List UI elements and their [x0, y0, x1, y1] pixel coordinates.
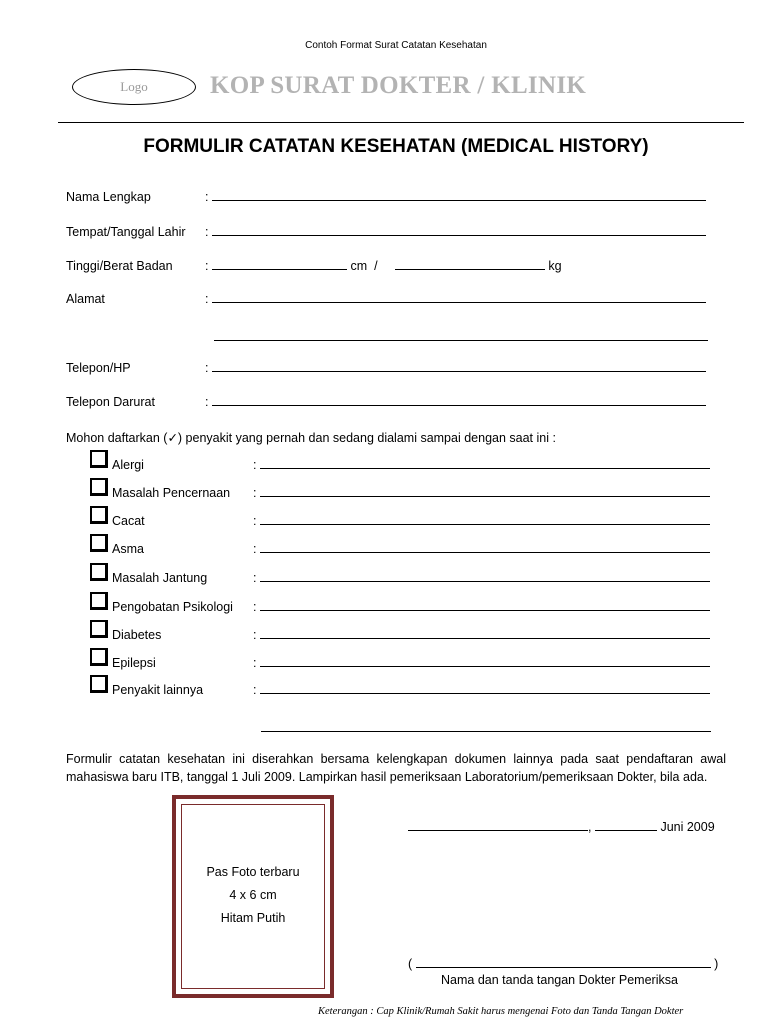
checkbox-diabetes[interactable]: [90, 620, 108, 638]
disease-line-epilepsi[interactable]: :: [253, 656, 710, 670]
jantung-blank[interactable]: [260, 571, 710, 582]
disease-line-psikologi[interactable]: :: [253, 600, 710, 614]
field-telepon-line[interactable]: :: [205, 361, 706, 375]
date-line[interactable]: , Juni 2009: [408, 820, 715, 834]
lainnya-blank-1[interactable]: [260, 683, 710, 694]
checkbox-alergi[interactable]: [90, 450, 108, 468]
tinggi-blank[interactable]: [212, 259, 347, 270]
checkbox-lainnya[interactable]: [90, 675, 108, 693]
field-label-telepon: Telepon/HP: [66, 361, 131, 375]
cacat-blank[interactable]: [260, 514, 710, 525]
signature-blank[interactable]: [416, 957, 711, 968]
lainnya-blank-2[interactable]: [261, 731, 711, 732]
psikologi-blank[interactable]: [260, 600, 710, 611]
disease-line-diabetes[interactable]: :: [253, 628, 710, 642]
telepon-blank[interactable]: [212, 361, 706, 372]
checkbox-jantung[interactable]: [90, 563, 108, 581]
field-label-darurat: Telepon Darurat: [66, 395, 155, 409]
asma-blank[interactable]: [260, 542, 710, 553]
checkbox-psikologi[interactable]: [90, 592, 108, 610]
epilepsi-blank[interactable]: [260, 656, 710, 667]
field-ttl-line[interactable]: :: [205, 225, 706, 239]
checkbox-cacat[interactable]: [90, 506, 108, 524]
header-divider: [58, 122, 744, 123]
field-label-nama: Nama Lengkap: [66, 190, 151, 204]
berat-blank[interactable]: [395, 259, 545, 270]
photo-line-3: Hitam Putih: [220, 911, 286, 925]
disease-label-jantung: Masalah Jantung: [112, 571, 208, 585]
field-alamat-line[interactable]: :: [205, 292, 706, 306]
disease-label-epilepsi: Epilepsi: [112, 656, 156, 670]
nama-blank[interactable]: [212, 190, 706, 201]
checkbox-asma[interactable]: [90, 534, 108, 552]
field-darurat-line[interactable]: :: [205, 395, 706, 409]
instruction-paragraph: Formulir catatan kesehatan ini diserahkan bersama kelengkapan dokumen lainnya pada saat pendaftaran awal mahasiswa baru ITB, tanggal 1 Juli 2009. Lampirkan hasil pemeriksaan Laboratorium/pemeriksaan Dokter, bila ada.: [66, 752, 726, 784]
form-title: FORMULIR CATATAN KESEHATAN (MEDICAL HISTORY): [143, 136, 649, 157]
field-label-tb: Tinggi/Berat Badan: [66, 259, 173, 273]
checklist-instruction: Mohon daftarkan (✓) penyakit yang pernah dan sedang dialami sampai dengan saat ini :: [66, 431, 556, 445]
disease-label-cacat: Cacat: [112, 514, 145, 528]
disease-line-lainnya[interactable]: :: [253, 683, 710, 697]
alamat-blank-2[interactable]: [214, 340, 708, 341]
ttl-blank[interactable]: [212, 225, 706, 236]
checkbox-epilepsi[interactable]: [90, 648, 108, 666]
disease-label-alergi: Alergi: [112, 458, 144, 472]
footnote: Keterangan : Cap Klinik/Rumah Sakit harus mengenai Foto dan Tanda Tangan Dokter: [318, 1006, 684, 1017]
photo-box: [172, 795, 334, 998]
disease-line-cacat[interactable]: :: [253, 514, 710, 528]
photo-instructions: [182, 861, 324, 930]
checkbox-pencernaan[interactable]: [90, 478, 108, 496]
letterhead-title: KOP SURAT DOKTER / KLINIK: [210, 72, 587, 99]
day-blank[interactable]: [595, 820, 657, 831]
disease-label-pencernaan: Masalah Pencernaan: [112, 486, 231, 500]
field-label-alamat: Alamat: [66, 292, 105, 306]
disease-line-jantung[interactable]: :: [253, 571, 710, 585]
pencernaan-blank[interactable]: [260, 486, 710, 497]
disease-line-pencernaan[interactable]: :: [253, 486, 710, 500]
disease-label-lainnya: Penyakit lainnya: [112, 683, 204, 697]
photo-line-2: 4 x 6 cm: [229, 888, 277, 902]
top-note: Contoh Format Surat Catatan Kesehatan: [305, 40, 487, 51]
field-label-ttl: Tempat/Tanggal Lahir: [66, 225, 186, 239]
diabetes-blank[interactable]: [260, 628, 710, 639]
signature-caption: Nama dan tanda tangan Dokter Pemeriksa: [441, 973, 678, 987]
field-tb-line[interactable]: : cm / kg: [205, 259, 562, 273]
alamat-blank-1[interactable]: [212, 292, 706, 303]
darurat-blank[interactable]: [212, 395, 706, 406]
field-nama-line[interactable]: :: [205, 190, 706, 204]
disease-label-diabetes: Diabetes: [112, 628, 162, 642]
disease-label-asma: Asma: [112, 542, 144, 556]
disease-label-psikologi: Pengobatan Psikologi: [112, 600, 233, 614]
photo-line-1: Pas Foto terbaru: [206, 865, 300, 879]
disease-line-alergi[interactable]: :: [253, 458, 710, 472]
alergi-blank[interactable]: [260, 458, 710, 469]
logo-placeholder: Logo: [72, 69, 196, 105]
photo-box-inner: [181, 804, 325, 989]
city-blank[interactable]: [408, 820, 588, 831]
signature-line[interactable]: ( ): [408, 957, 719, 971]
disease-line-asma[interactable]: :: [253, 542, 710, 556]
